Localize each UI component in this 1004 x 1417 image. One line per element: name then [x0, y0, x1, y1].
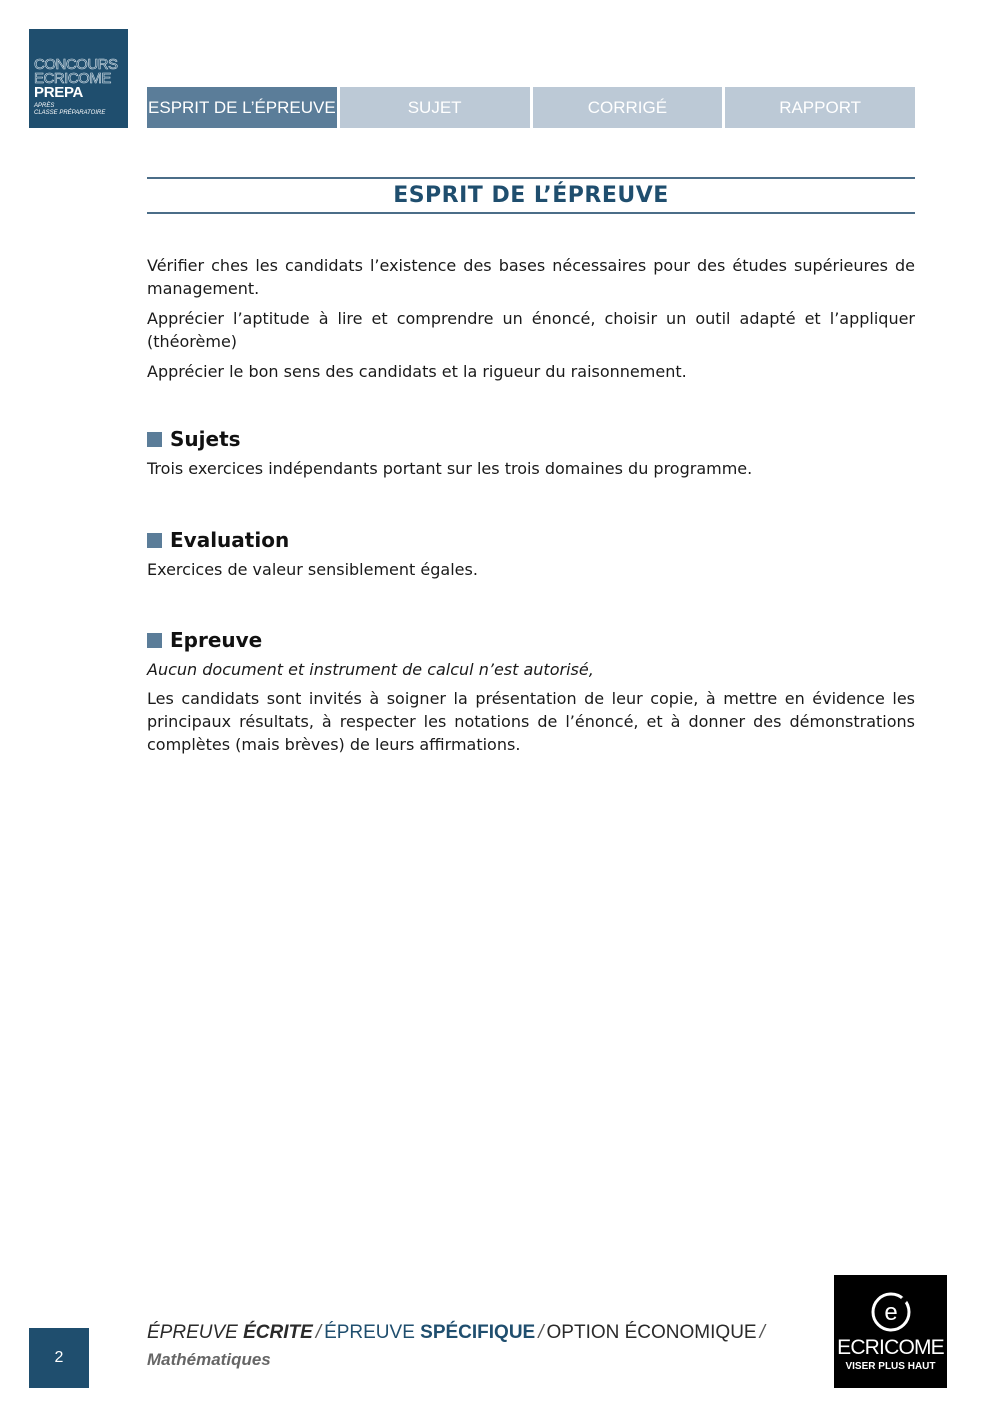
ecricome-emblem-icon [870, 1291, 912, 1333]
logo-line-apres: APRÈS [34, 103, 55, 109]
section-heading-label: Sujets [170, 427, 241, 451]
footer-specifique: SPÉCIFIQUE [420, 1322, 536, 1343]
intro-paragraph: Apprécier l’aptitude à lire et comprendre un énoncé, choisir un outil adapté et l’appliquer (théorème) [147, 309, 915, 351]
footer-separator: / [759, 1322, 765, 1343]
logo-line-concours: CONCOURS [34, 56, 118, 73]
section-heading-epreuve [147, 628, 915, 652]
section-heading-sujets [147, 427, 915, 451]
ecricome-brand-logo [834, 1275, 947, 1388]
page-title-banner [147, 177, 915, 214]
section-text: Exercices de valeur sensiblement égales. [147, 560, 478, 579]
section-text: Trois exercices indépendants portant sur les trois domaines du programme. [147, 459, 753, 478]
svg-text:e: e [884, 1299, 898, 1326]
section-text: Les candidats sont invités à soigner la présentation de leur copie, à mettre en évidence les principaux résultats, à respecter les notations de l’énoncé, et à donner des démonstrations complètes (mais brèves) de leurs affirmations. [147, 689, 915, 754]
footer-separator: / [538, 1322, 544, 1343]
tab-rapport[interactable]: RAPPORT [725, 87, 915, 128]
section-evaluation [147, 528, 915, 581]
section-tabs [147, 87, 915, 128]
page-number: 2 [29, 1328, 89, 1388]
tab-corrige[interactable]: CORRIGÉ [533, 87, 723, 128]
footer-epreuve-2: ÉPREUVE [324, 1322, 415, 1343]
intro-paragraph: Vérifier ches les candidats l’existence des bases nécessaires pour des études supérieures de management. [147, 256, 915, 298]
footer-subject: Mathématiques [147, 1350, 271, 1369]
section-heading-label: Evaluation [170, 528, 290, 552]
section-epreuve [147, 628, 915, 756]
section-heading-label: Epreuve [170, 628, 263, 652]
square-bullet-icon [147, 633, 162, 648]
concours-logo [29, 29, 128, 128]
intro-text [147, 254, 915, 390]
square-bullet-icon [147, 432, 162, 447]
footer-ecrite: ÉCRITE [243, 1322, 313, 1343]
section-italic-text: Aucun document et instrument de calcul n’est autorisé, [147, 660, 594, 679]
footer-exam-label [147, 1322, 768, 1344]
section-heading-evaluation [147, 528, 915, 552]
tab-sujet[interactable]: SUJET [340, 87, 530, 128]
tab-esprit-de-l-epreuve[interactable]: ESPRIT DE L’ÉPREUVE [147, 87, 337, 128]
section-sujets [147, 427, 915, 480]
brand-name: ECRICOME [837, 1336, 944, 1359]
logo-line-prepa: PREPA [34, 84, 84, 101]
brand-tagline: VISER PLUS HAUT [845, 1361, 936, 1372]
logo-line-classe: CLASSE PRÉPARATOIRE [34, 110, 106, 116]
footer-epreuve: ÉPREUVE [147, 1322, 238, 1343]
intro-paragraph: Apprécier le bon sens des candidats et la rigueur du raisonnement. [147, 362, 687, 381]
footer-option: OPTION ÉCONOMIQUE [546, 1322, 757, 1343]
square-bullet-icon [147, 533, 162, 548]
logo-line-ecricome: ECRICOME [34, 70, 111, 87]
footer-separator: / [315, 1322, 322, 1343]
page-title: ESPRIT DE L’ÉPREUVE [393, 183, 669, 208]
